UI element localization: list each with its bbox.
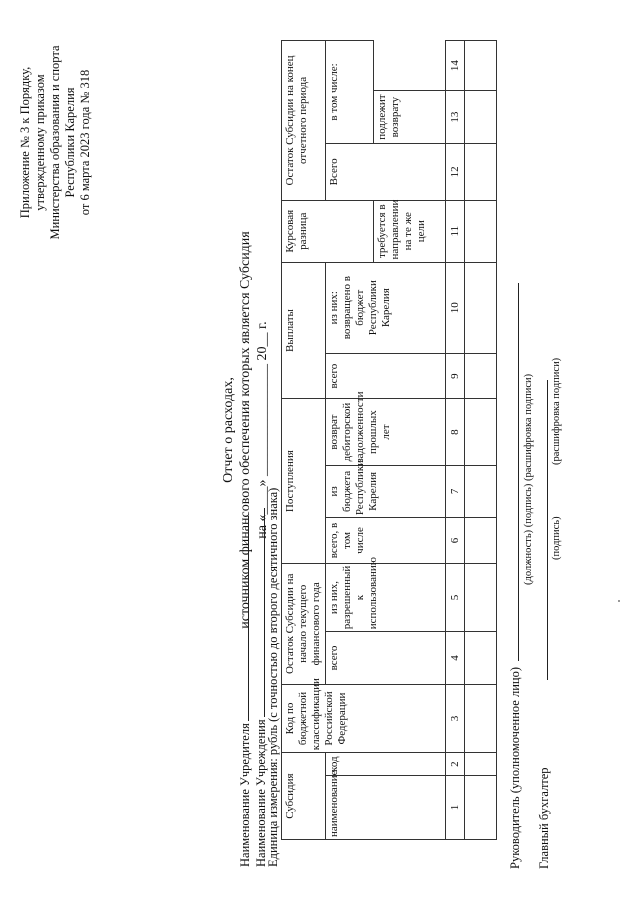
header-balance-end-return: подлежит возврату bbox=[374, 91, 446, 144]
unit-label: Единица измерения: рубль (с точностью до второго десятичного знака) bbox=[266, 487, 280, 867]
column-number: 6 bbox=[446, 518, 465, 564]
appendix-line: Приложение № 3 к Порядку, bbox=[18, 66, 32, 219]
header-payments: Выплаты bbox=[282, 262, 326, 399]
header-budget-code: Код по бюджетной классификации Российской Федерации bbox=[282, 684, 446, 752]
column-number: 4 bbox=[446, 632, 465, 685]
header-receipts-budget: из бюджета Республики Карелия bbox=[326, 465, 446, 518]
cell-empty bbox=[465, 776, 497, 840]
cell-empty bbox=[465, 262, 497, 353]
title-line-1: Отчет о расходах, bbox=[221, 377, 236, 483]
head-caption: (должность) (подпись) (расшифровка подписи) bbox=[523, 373, 534, 585]
header-exchange: Курсовая разница bbox=[282, 200, 374, 262]
institution-label: Наименование Учреждения bbox=[254, 719, 268, 867]
header-balance-end: Остаток Субсидии на конец отчетного периода bbox=[282, 41, 326, 201]
head-signature-line bbox=[506, 283, 519, 661]
column-number: 5 bbox=[446, 563, 465, 631]
head-signature-row bbox=[506, 283, 523, 869]
report-table bbox=[281, 40, 497, 840]
appendix-line: от 6 марта 2023 года № 318 bbox=[78, 69, 92, 216]
header-payments-returned: из них: возвращено в бюджет Республики Карелия bbox=[326, 262, 446, 353]
column-number: 11 bbox=[446, 200, 465, 262]
column-number: 8 bbox=[446, 399, 465, 465]
accountant-caption-decode: (расшифровка подписи) bbox=[551, 357, 562, 465]
cell-empty bbox=[465, 465, 497, 518]
scan-speck bbox=[618, 600, 620, 602]
column-number: 7 bbox=[446, 465, 465, 518]
cell-empty bbox=[465, 632, 497, 685]
appendix-line: Республики Карелия bbox=[63, 87, 77, 198]
column-number: 12 bbox=[446, 143, 465, 200]
appendix-line: утвержденному приказом bbox=[33, 74, 47, 211]
column-number: 14 bbox=[446, 41, 465, 91]
founder-label: Наименование Учредителя bbox=[238, 723, 252, 867]
accountant-signature-line bbox=[535, 380, 548, 680]
head-label: Руководитель (уполномоченное лицо) bbox=[508, 666, 522, 869]
cell-empty bbox=[465, 684, 497, 752]
column-number: 10 bbox=[446, 262, 465, 353]
column-number: 9 bbox=[446, 353, 465, 399]
founder-field-line bbox=[236, 516, 249, 721]
header-receipts-debt: возврат дебиторской задолженности прошлых лет bbox=[326, 399, 446, 465]
title-line-2: источником финансового обеспечения которых является Субсидия bbox=[238, 231, 253, 629]
cell-empty bbox=[465, 518, 497, 564]
title-line-3: на «____» ________________ 20__ г. bbox=[255, 321, 270, 539]
header-payments-total: всего bbox=[326, 353, 446, 399]
accountant-label: Главный бухгалтер bbox=[537, 767, 551, 869]
column-number: 13 bbox=[446, 91, 465, 144]
column-number-row bbox=[446, 41, 465, 840]
header-code: код bbox=[326, 753, 446, 776]
cell-empty bbox=[465, 563, 497, 631]
header-name: наименование bbox=[326, 776, 446, 840]
cell-empty bbox=[465, 399, 497, 465]
column-number: 2 bbox=[446, 753, 465, 776]
header-balance-end-total: Всего bbox=[326, 143, 446, 200]
unit-row bbox=[266, 488, 281, 867]
header-balance-start-allowed: из них, разрешенный к использованию bbox=[326, 563, 446, 631]
appendix-line: Министерства образования и спорта bbox=[48, 45, 62, 240]
header-balance-end-including: в том числе: bbox=[326, 41, 374, 144]
institution-field-line bbox=[252, 508, 265, 717]
cell-empty bbox=[465, 143, 497, 200]
cell-empty bbox=[465, 200, 497, 262]
appendix-note bbox=[18, 40, 93, 245]
founder-row bbox=[236, 516, 253, 867]
header-subsidy: Субсидия bbox=[282, 753, 326, 840]
cell-empty bbox=[465, 91, 497, 144]
header-balance-start-total: всего bbox=[326, 632, 446, 685]
column-number: 1 bbox=[446, 776, 465, 840]
header-receipts: Поступления bbox=[282, 399, 326, 563]
header-receipts-total: всего, в том числе bbox=[326, 518, 446, 564]
header-balance-start: Остаток Субсидии на начало текущего финансового года bbox=[282, 563, 326, 684]
accountant-caption-sign: (подпись) bbox=[551, 516, 562, 560]
column-number: 3 bbox=[446, 684, 465, 752]
accountant-signature-row bbox=[535, 380, 552, 869]
data-row-empty bbox=[465, 41, 497, 840]
header-balance-end-same-purpose: требуется в направлении на те же цели bbox=[374, 200, 446, 262]
cell-empty bbox=[465, 753, 497, 776]
cell-empty bbox=[465, 41, 497, 91]
cell-empty bbox=[465, 353, 497, 399]
